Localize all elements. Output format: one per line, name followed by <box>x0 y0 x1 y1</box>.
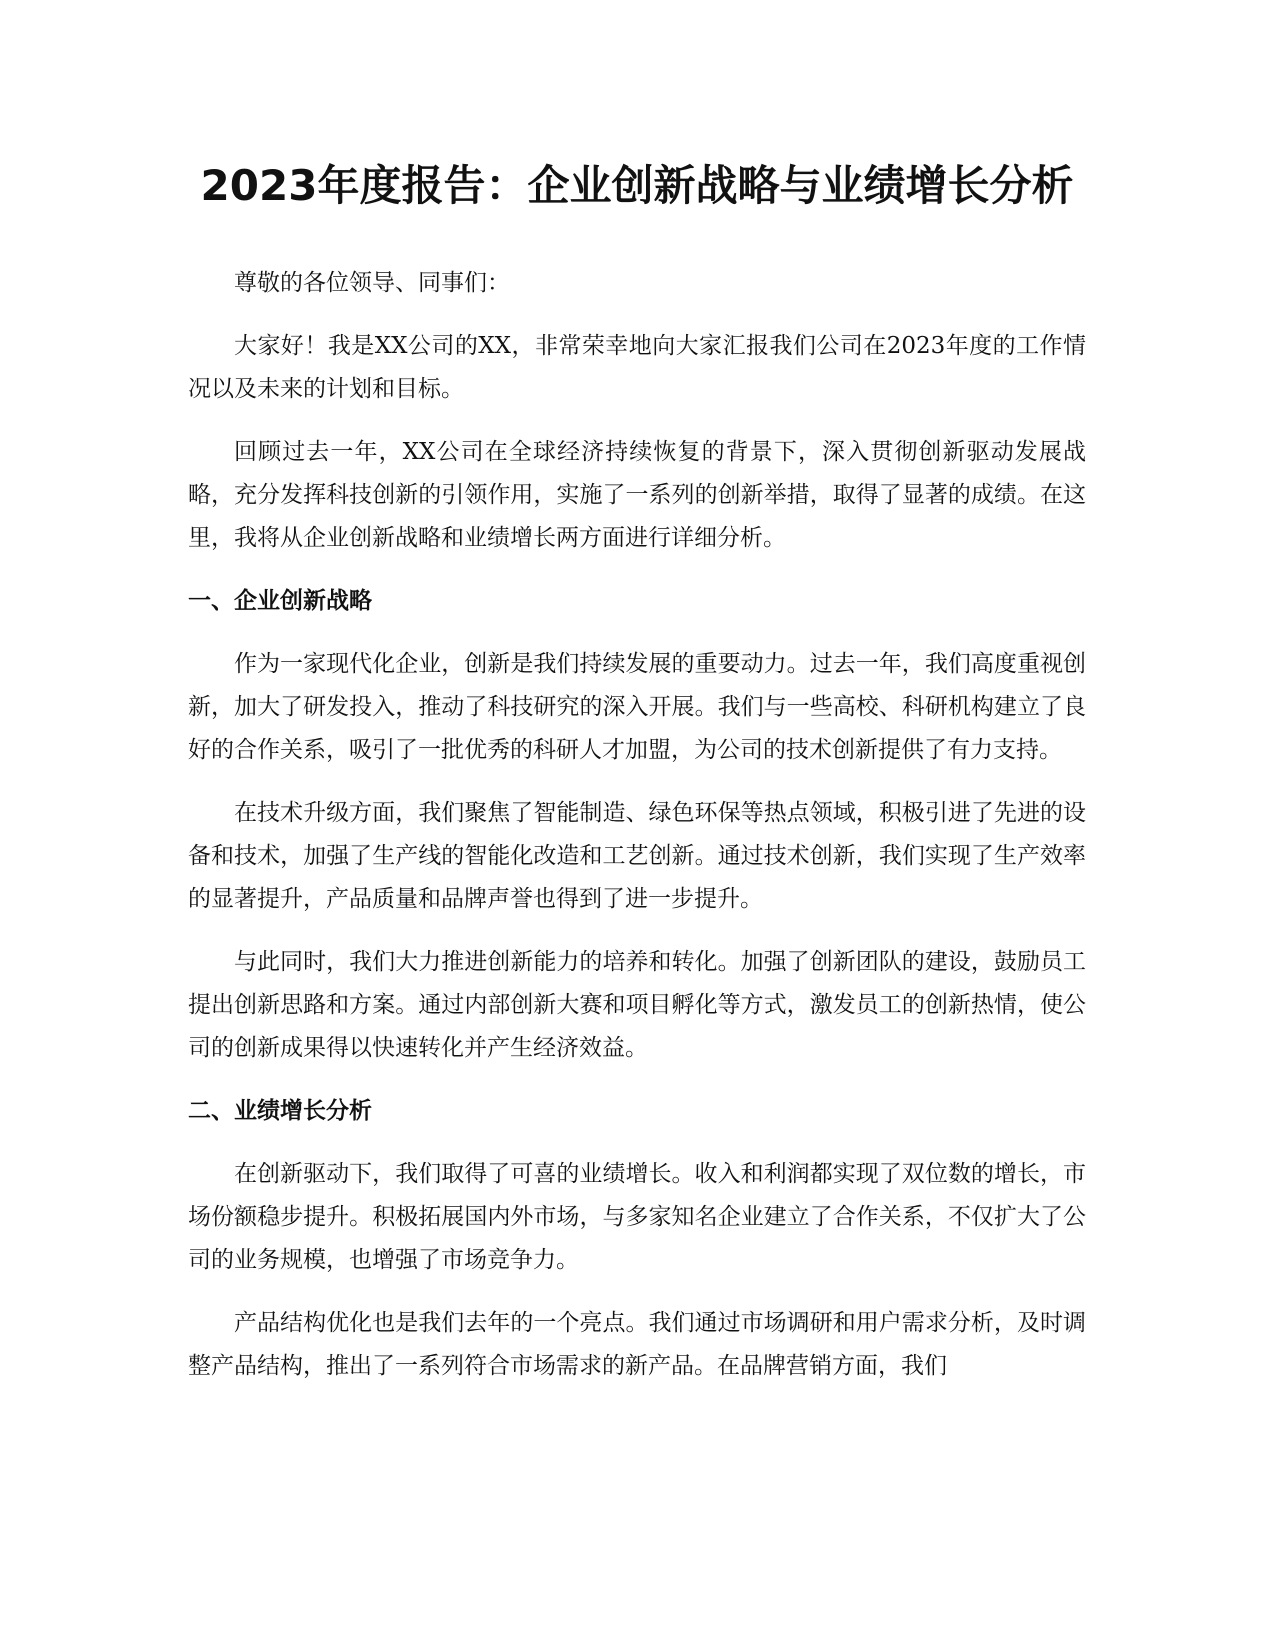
spacer <box>188 1133 1086 1153</box>
spacer <box>188 623 1086 643</box>
innovation-paragraph-3: 与此同时，我们大力推进创新能力的培养和转化。加强了创新团队的建设，鼓励员工提出创新思路和方案。通过内部创新大赛和项目孵化等方式，激发员工的创新热情，使公司的创新成果得以快速转化并产生经济效益。 <box>188 949 1086 1061</box>
section-heading-growth: 二、业绩增长分析 <box>188 1098 372 1124</box>
growth-paragraph-2: 产品结构优化也是我们去年的一个亮点。我们通过市场调研和用户需求分析，及时调整产品结构，推出了一系列符合市场需求的新产品。在品牌营销方面，我们 <box>188 1310 1086 1379</box>
document-title: 2023年度报告：企业创新战略与业绩增长分析 <box>200 161 1074 210</box>
innovation-paragraph-2: 在技术升级方面，我们聚焦了智能制造、绿色环保等热点领域，积极引进了先进的设备和技术，加强了生产线的智能化改造和工艺创新。通过技术创新，我们实现了生产效率的显著提升，产品质量和品牌声誉也得到了进一步提升。 <box>188 800 1086 912</box>
spacer <box>188 224 1086 262</box>
spacer <box>188 411 1086 431</box>
spacer <box>188 772 1086 792</box>
spacer <box>188 1070 1086 1090</box>
document-page <box>188 148 1086 1388</box>
intro-paragraph-1: 大家好！我是XX公司的XX，非常荣幸地向大家汇报我们公司在2023年度的工作情况以及未来的计划和目标。 <box>188 333 1086 402</box>
spacer <box>188 921 1086 941</box>
section-heading-innovation: 一、企业创新战略 <box>188 588 372 614</box>
innovation-paragraph-1: 作为一家现代化企业，创新是我们持续发展的重要动力。过去一年，我们高度重视创新，加大了研发投入，推动了科技研究的深入开展。我们与一些高校、科研机构建立了良好的合作关系，吸引了一批优秀的科研人才加盟，为公司的技术创新提供了有力支持。 <box>188 651 1086 763</box>
intro-paragraph-2: 回顾过去一年，XX公司在全球经济持续恢复的背景下，深入贯彻创新驱动发展战略，充分发挥科技创新的引领作用，实施了一系列的创新举措，取得了显著的成绩。在这里，我将从企业创新战略和业绩增长两方面进行详细分析。 <box>188 439 1086 551</box>
spacer <box>188 1282 1086 1302</box>
spacer <box>188 305 1086 325</box>
spacer <box>188 560 1086 580</box>
greeting-paragraph: 尊敬的各位领导、同事们： <box>234 270 510 296</box>
growth-paragraph-1: 在创新驱动下，我们取得了可喜的业绩增长。收入和利润都实现了双位数的增长，市场份额稳步提升。积极拓展国内外市场，与多家知名企业建立了合作关系，不仅扩大了公司的业务规模，也增强了市场竞争力。 <box>188 1161 1086 1273</box>
